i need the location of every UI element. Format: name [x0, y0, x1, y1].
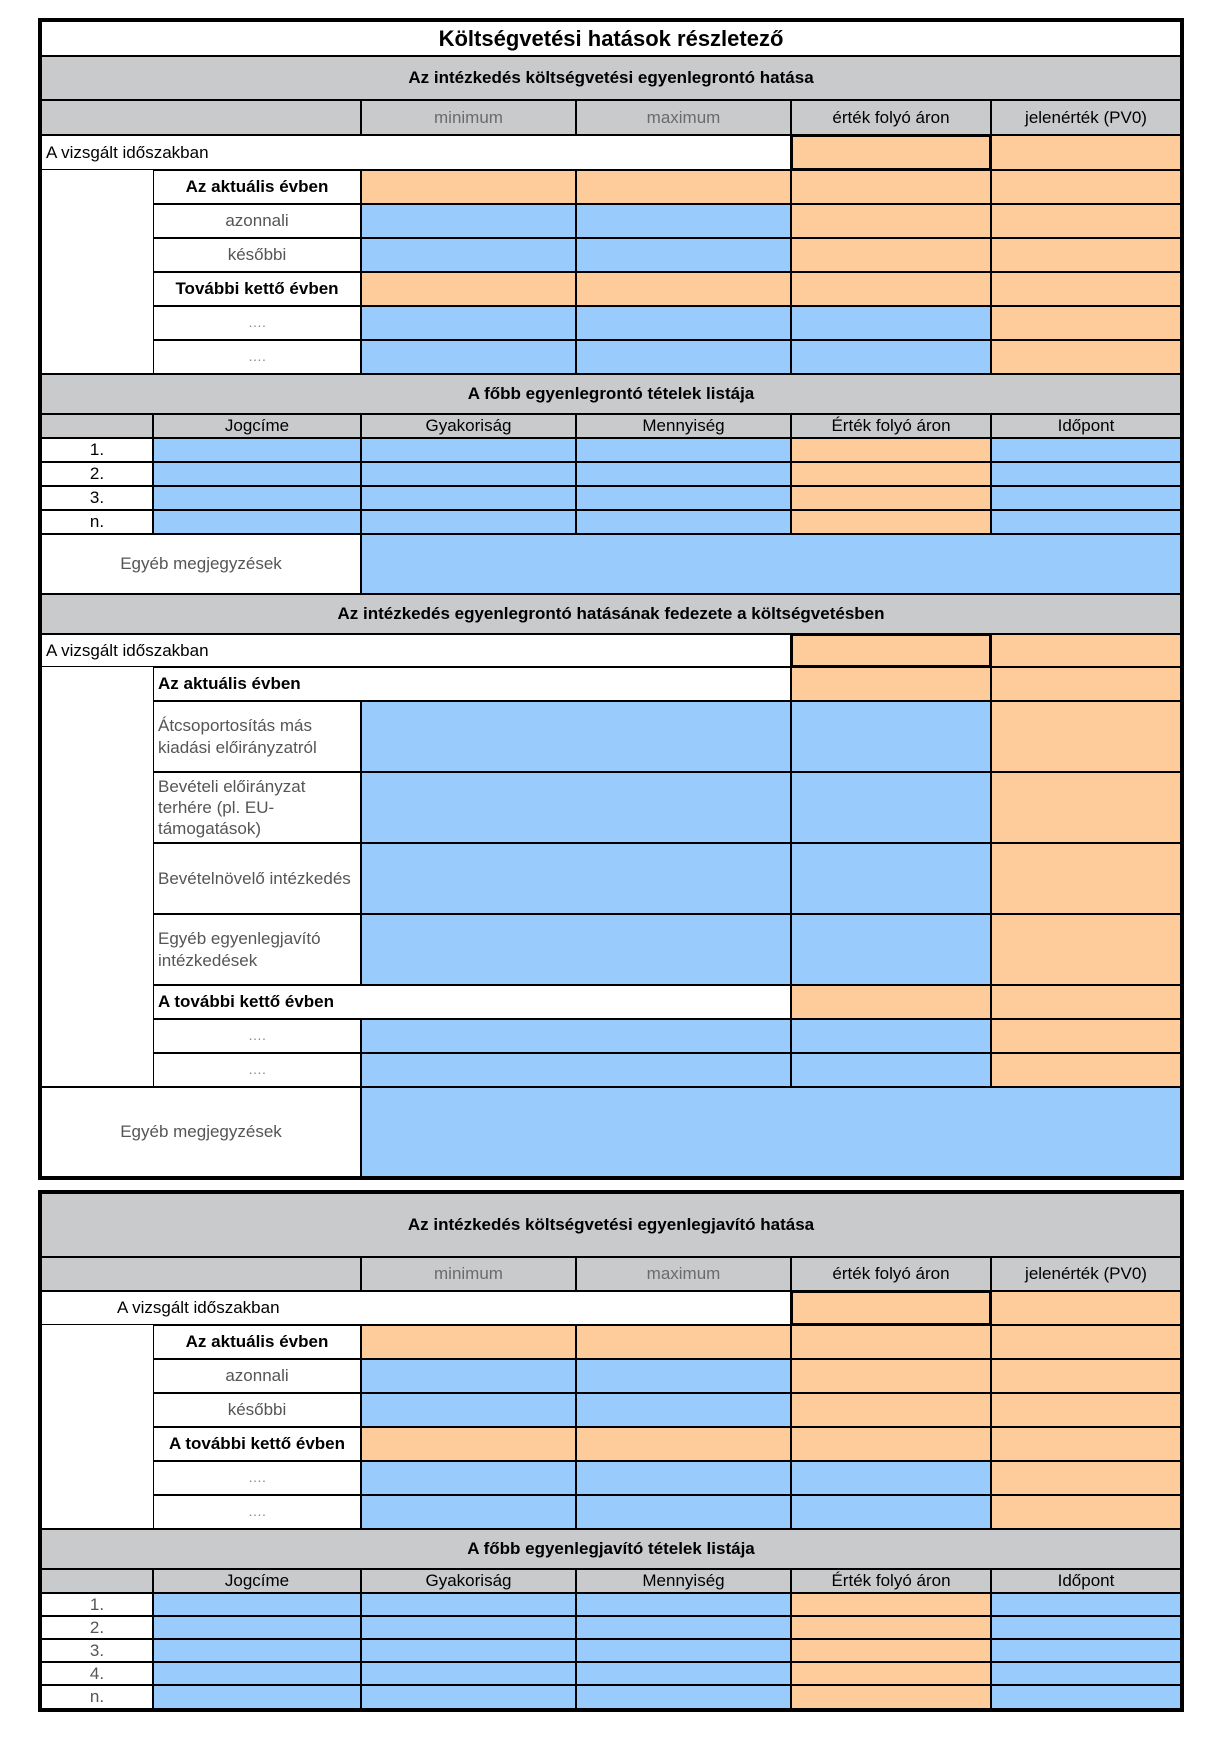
cell-placeholder-value[interactable]	[791, 340, 991, 374]
row-label-placeholder: ….	[153, 340, 361, 374]
cell-later-max[interactable]	[576, 1393, 791, 1427]
notes-input[interactable]	[361, 1087, 1181, 1177]
row-number: 4.	[41, 1662, 153, 1685]
row-label-later: későbbi	[153, 238, 361, 272]
row-label-current-year: Az aktuális évben	[153, 170, 361, 204]
cell-placeholder-pv[interactable]	[991, 306, 1181, 340]
cell-next-two-years-value[interactable]	[791, 1427, 991, 1461]
period-value-present-value[interactable]	[991, 135, 1181, 170]
cell-reallocation-input[interactable]	[361, 701, 791, 772]
period-value-present-value[interactable]	[991, 634, 1181, 667]
column-header-quantity: Mennyiség	[576, 1569, 791, 1593]
period-value-current-price[interactable]	[791, 634, 991, 667]
column-header-frequency: Gyakoriság	[361, 414, 576, 438]
table-cell[interactable]	[991, 462, 1181, 486]
column-header-date: Időpont	[991, 414, 1181, 438]
table-cell[interactable]	[361, 438, 576, 462]
cell-later-min[interactable]	[361, 238, 576, 272]
table-cell[interactable]	[153, 1616, 361, 1639]
row-label-immediate: azonnali	[153, 1359, 361, 1393]
row-number: 3.	[41, 486, 153, 510]
notes-label: Egyéb megjegyzések	[41, 1087, 361, 1177]
cell-current-year-max[interactable]	[576, 1325, 791, 1359]
cell-other-improving-input[interactable]	[361, 914, 791, 985]
cell-placeholder-min[interactable]	[361, 1495, 576, 1529]
cell-placeholder-input[interactable]	[361, 1019, 791, 1053]
cell-revenue-increase-pv[interactable]	[991, 843, 1181, 914]
cell-placeholder-value[interactable]	[791, 1461, 991, 1495]
row-label-revenue-appropriation: Bevételi előirányzat terhére (pl. EU-támogatások)	[153, 772, 361, 843]
table-cell[interactable]	[791, 1616, 991, 1639]
row-label-immediate: azonnali	[153, 204, 361, 238]
row-label-current-year: Az aktuális évben	[153, 1325, 361, 1359]
cell-other-improving-pv[interactable]	[991, 914, 1181, 985]
column-header-current-price: érték folyó áron	[791, 100, 991, 135]
row-number: n.	[41, 1685, 153, 1709]
cell-placeholder-input[interactable]	[361, 1053, 791, 1087]
row-label-placeholder: ….	[153, 1495, 361, 1529]
cell-placeholder-max[interactable]	[576, 340, 791, 374]
cell-placeholder-value[interactable]	[791, 1053, 991, 1087]
row-label-placeholder: ….	[153, 1461, 361, 1495]
table-cell[interactable]	[576, 1593, 791, 1616]
cell-revenue-appropriation-pv[interactable]	[991, 772, 1181, 843]
table-cell[interactable]	[361, 462, 576, 486]
row-label-next-two-years: További kettő évben	[153, 272, 361, 306]
table-cell[interactable]	[791, 486, 991, 510]
cell-next-two-years-pv[interactable]	[991, 1427, 1181, 1461]
cost-table-1	[38, 18, 1184, 1180]
period-label: A vizsgált időszakban	[41, 634, 791, 667]
table-cell[interactable]	[791, 1639, 991, 1662]
row-number: n.	[41, 510, 153, 534]
indent-block	[41, 667, 153, 1087]
table-cell[interactable]	[361, 1639, 576, 1662]
section-heading-surplus-items: A főbb egyenlegjavító tételek listája	[41, 1529, 1181, 1569]
cell-current-year-value[interactable]	[791, 1325, 991, 1359]
cell-placeholder-max[interactable]	[576, 1461, 791, 1495]
table-cell[interactable]	[991, 1593, 1181, 1616]
table-cell[interactable]	[791, 462, 991, 486]
table-cell[interactable]	[153, 438, 361, 462]
table-cell[interactable]	[791, 1685, 991, 1709]
cell-immediate-pv[interactable]	[991, 204, 1181, 238]
column-header-blank	[41, 1569, 153, 1593]
column-header-quantity: Mennyiség	[576, 414, 791, 438]
table-cell[interactable]	[153, 510, 361, 534]
cell-current-year-value[interactable]	[791, 667, 991, 701]
row-label-reallocation: Átcsoportosítás más kiadási előirányzatról	[153, 701, 361, 772]
cell-placeholder-min[interactable]	[361, 306, 576, 340]
cell-placeholder-pv[interactable]	[991, 1461, 1181, 1495]
table-cell[interactable]	[153, 1685, 361, 1709]
notes-label: Egyéb megjegyzések	[41, 534, 361, 594]
cell-later-value[interactable]	[791, 238, 991, 272]
table-cell[interactable]	[361, 486, 576, 510]
cell-placeholder-max[interactable]	[576, 1495, 791, 1529]
cell-placeholder-value[interactable]	[791, 1019, 991, 1053]
table-cell[interactable]	[361, 1593, 576, 1616]
table-cell[interactable]	[991, 1616, 1181, 1639]
column-header-maximum: maximum	[576, 1257, 791, 1291]
cell-immediate-value[interactable]	[791, 1359, 991, 1393]
table-cell[interactable]	[991, 1685, 1181, 1709]
table-cell[interactable]	[576, 462, 791, 486]
row-label-placeholder: ….	[153, 1019, 361, 1053]
section-heading-deficit-coverage: Az intézkedés egyenlegrontó hatásának fedezete a költségvetésben	[41, 594, 1181, 634]
row-number: 1.	[41, 1593, 153, 1616]
column-header-minimum: minimum	[361, 1257, 576, 1291]
table-cell[interactable]	[361, 1662, 576, 1685]
table-cell[interactable]	[991, 1662, 1181, 1685]
cell-placeholder-pv[interactable]	[991, 1019, 1181, 1053]
row-label-other-improving: Egyéb egyenlegjavító intézkedések	[153, 914, 361, 985]
column-header-minimum: minimum	[361, 100, 576, 135]
cell-current-year-min[interactable]	[361, 1325, 576, 1359]
row-label-placeholder: ….	[153, 1053, 361, 1087]
cell-other-improving-value[interactable]	[791, 914, 991, 985]
section-heading-deficit-effect: Az intézkedés költségvetési egyenlegrontó hatása	[41, 56, 1181, 100]
cell-current-year-max[interactable]	[576, 170, 791, 204]
period-value-current-price[interactable]	[791, 1291, 991, 1325]
column-header-current-price: érték folyó áron	[791, 1257, 991, 1291]
cell-later-max[interactable]	[576, 238, 791, 272]
table-cell[interactable]	[576, 1639, 791, 1662]
table-cell[interactable]	[153, 486, 361, 510]
cell-immediate-max[interactable]	[576, 1359, 791, 1393]
row-label-next-two-years: A további kettő évben	[153, 1427, 361, 1461]
column-header-frequency: Gyakoriság	[361, 1569, 576, 1593]
cell-current-year-min[interactable]	[361, 170, 576, 204]
row-number: 3.	[41, 1639, 153, 1662]
table-cell[interactable]	[153, 462, 361, 486]
cell-placeholder-min[interactable]	[361, 1461, 576, 1495]
row-label-revenue-increase: Bevételnövelő intézkedés	[153, 843, 361, 914]
table-cell[interactable]	[153, 1639, 361, 1662]
row-number: 2.	[41, 462, 153, 486]
cell-later-pv[interactable]	[991, 238, 1181, 272]
column-header-maximum: maximum	[576, 100, 791, 135]
cell-next-two-years-min[interactable]	[361, 272, 576, 306]
table-cell[interactable]	[576, 1616, 791, 1639]
column-header-date: Időpont	[991, 1569, 1181, 1593]
section-heading-deficit-items: A főbb egyenlegrontó tételek listája	[41, 374, 1181, 414]
period-value-present-value[interactable]	[991, 1291, 1181, 1325]
column-header-title: Jogcíme	[153, 1569, 361, 1593]
table-cell[interactable]	[361, 510, 576, 534]
cell-placeholder-pv[interactable]	[991, 1053, 1181, 1087]
cell-placeholder-pv[interactable]	[991, 1495, 1181, 1529]
column-header-value: Érték folyó áron	[791, 1569, 991, 1593]
period-label: A vizsgált időszakban	[41, 135, 791, 170]
cell-revenue-appropriation-value[interactable]	[791, 772, 991, 843]
table-cell[interactable]	[791, 438, 991, 462]
cell-next-two-years-pv[interactable]	[991, 985, 1181, 1019]
row-label-later: későbbi	[153, 1393, 361, 1427]
cell-current-year-pv[interactable]	[991, 1325, 1181, 1359]
table-cell[interactable]	[153, 1593, 361, 1616]
cell-revenue-increase-input[interactable]	[361, 843, 791, 914]
cell-next-two-years-value[interactable]	[791, 985, 991, 1019]
cell-next-two-years-min[interactable]	[361, 1427, 576, 1461]
cell-placeholder-value[interactable]	[791, 306, 991, 340]
column-header-present-value: jelenérték (PV0)	[991, 1257, 1181, 1291]
row-label-next-two-years: A további kettő évben	[153, 985, 791, 1019]
cost-table-2	[38, 1190, 1184, 1712]
column-header-title: Jogcíme	[153, 414, 361, 438]
row-label-placeholder: ….	[153, 306, 361, 340]
column-header-blank	[41, 100, 361, 135]
cell-next-two-years-value[interactable]	[791, 272, 991, 306]
cell-placeholder-min[interactable]	[361, 340, 576, 374]
cell-placeholder-value[interactable]	[791, 1495, 991, 1529]
cell-revenue-appropriation-input[interactable]	[361, 772, 791, 843]
column-header-blank	[41, 1257, 361, 1291]
cell-next-two-years-max[interactable]	[576, 272, 791, 306]
notes-input[interactable]	[361, 534, 1181, 594]
column-header-present-value: jelenérték (PV0)	[991, 100, 1181, 135]
cell-later-min[interactable]	[361, 1393, 576, 1427]
table-cell[interactable]	[576, 486, 791, 510]
row-number: 1.	[41, 438, 153, 462]
period-label: A vizsgált időszakban	[41, 1291, 791, 1325]
table-cell[interactable]	[791, 1593, 991, 1616]
table-cell[interactable]	[991, 510, 1181, 534]
cell-next-two-years-max[interactable]	[576, 1427, 791, 1461]
cell-current-year-pv[interactable]	[991, 170, 1181, 204]
cell-placeholder-pv[interactable]	[991, 340, 1181, 374]
table-cell[interactable]	[576, 438, 791, 462]
table-cell[interactable]	[791, 510, 991, 534]
section-heading-surplus-effect: Az intézkedés költségvetési egyenlegjavító hatása	[41, 1193, 1181, 1257]
cell-reallocation-value[interactable]	[791, 701, 991, 772]
cell-next-two-years-pv[interactable]	[991, 272, 1181, 306]
table-cell[interactable]	[153, 1662, 361, 1685]
table-cell[interactable]	[991, 438, 1181, 462]
cell-immediate-max[interactable]	[576, 204, 791, 238]
row-label-current-year: Az aktuális évben	[153, 667, 791, 701]
cell-immediate-pv[interactable]	[991, 1359, 1181, 1393]
cell-reallocation-pv[interactable]	[991, 701, 1181, 772]
cell-later-value[interactable]	[791, 1393, 991, 1427]
column-header-value: Érték folyó áron	[791, 414, 991, 438]
cell-immediate-min[interactable]	[361, 1359, 576, 1393]
cell-current-year-pv[interactable]	[991, 667, 1181, 701]
row-number: 2.	[41, 1616, 153, 1639]
indent-block	[41, 170, 153, 374]
cell-immediate-min[interactable]	[361, 204, 576, 238]
cell-later-pv[interactable]	[991, 1393, 1181, 1427]
cell-revenue-increase-value[interactable]	[791, 843, 991, 914]
indent-block	[41, 1325, 153, 1529]
column-header-blank	[41, 414, 153, 438]
table-cell[interactable]	[576, 1685, 791, 1709]
cell-current-year-value[interactable]	[791, 170, 991, 204]
table-cell[interactable]	[576, 510, 791, 534]
cell-immediate-value[interactable]	[791, 204, 991, 238]
table-cell[interactable]	[791, 1662, 991, 1685]
cell-placeholder-max[interactable]	[576, 306, 791, 340]
table-cell[interactable]	[361, 1616, 576, 1639]
period-value-current-price[interactable]	[791, 135, 991, 170]
table-cell[interactable]	[991, 1639, 1181, 1662]
table-cell[interactable]	[991, 486, 1181, 510]
page-title: Költségvetési hatások részletező	[41, 21, 1181, 56]
table-cell[interactable]	[361, 1685, 576, 1709]
table-cell[interactable]	[576, 1662, 791, 1685]
